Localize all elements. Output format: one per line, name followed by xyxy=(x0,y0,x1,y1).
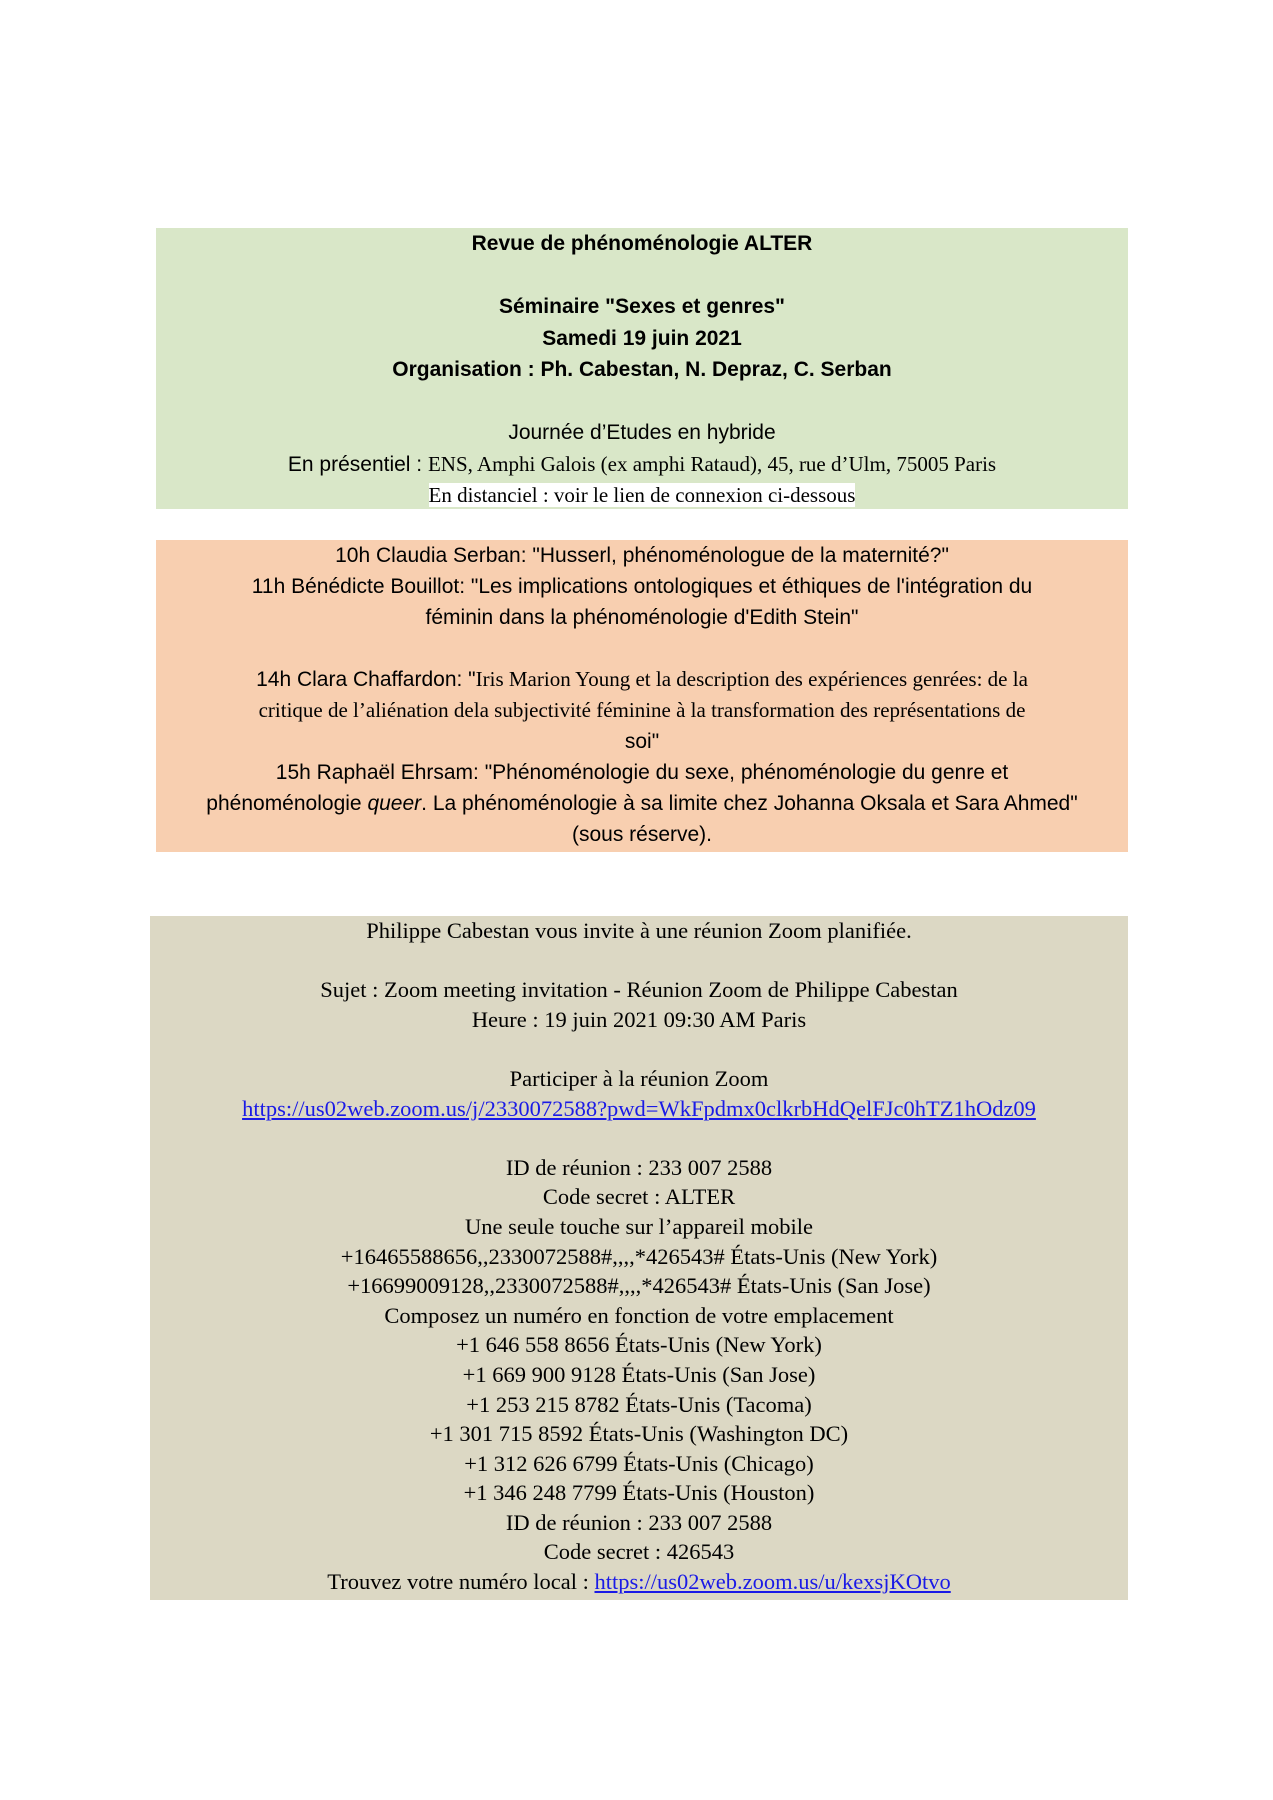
passcode: Code secret : ALTER xyxy=(542,1184,736,1210)
study-day-format: Journée d’Etudes en hybride xyxy=(508,421,776,444)
one-tap-new-york: +16465588656,,2330072588#,,,,*426543# États-Unis (New York) xyxy=(340,1243,938,1269)
in-person-label: En présentiel : xyxy=(287,452,428,476)
seminar-title: Séminaire "Sexes et genres" xyxy=(498,295,786,318)
dial-new-york: +1 646 558 8656 États-Unis (New York) xyxy=(456,1332,822,1358)
talk-1: 10h Claudia Serban: "Husserl, phénoménologue de la maternité?" xyxy=(335,544,949,567)
talk-4-text-b: . La phénoménologie à sa limite chez Johanna Oksala et Sara Ahmed" xyxy=(421,792,1078,815)
zoom-time: Heure : 19 juin 2021 09:30 AM Paris xyxy=(471,1006,807,1032)
talk-4-line-3: (sous réserve). xyxy=(571,823,713,846)
meeting-id-repeat: ID de réunion : 233 007 2588 xyxy=(505,1509,773,1535)
in-person-location xyxy=(156,449,1128,481)
dial-tacoma: +1 253 215 8782 États-Unis (Tacoma) xyxy=(466,1391,812,1417)
talk-3-line-2: critique de l’aliénation dela subjectivité féminine à la transformation des représentations de xyxy=(258,698,1026,722)
dial-washington: +1 301 715 8592 États-Unis (Washington DC) xyxy=(429,1421,849,1447)
passcode-numeric: Code secret : 426543 xyxy=(543,1539,735,1565)
talk-2-line-1: 11h Bénédicte Bouillot: "Les implications ontologiques et éthiques de l'intégration du xyxy=(251,575,1033,598)
one-tap-san-jose: +16699009128,,2330072588#,,,,*426543# États-Unis (San Jose) xyxy=(347,1273,931,1299)
program-box xyxy=(156,540,1128,852)
meeting-id: ID de réunion : 233 007 2588 xyxy=(505,1154,773,1180)
dial-houston: +1 346 248 7799 États-Unis (Houston) xyxy=(463,1480,815,1506)
seminar-date: Samedi 19 juin 2021 xyxy=(542,326,742,350)
one-tap-label: Une seule touche sur l’appareil mobile xyxy=(464,1213,813,1239)
local-number-link[interactable]: https://us02web.zoom.us/u/kexsjKOtvo xyxy=(594,1569,951,1595)
zoom-subject: Sujet : Zoom meeting invitation - Réunion Zoom de Philippe Cabestan xyxy=(320,977,958,1003)
zoom-join-label: Participer à la réunion Zoom xyxy=(509,1065,769,1091)
zoom-invitation-box xyxy=(150,916,1128,1600)
talk-3-line-3: soi" xyxy=(624,730,660,753)
remote-attendance xyxy=(156,480,1128,512)
talk-2-line-2: féminin dans la phénoménologie d'Edith Stein" xyxy=(425,606,859,629)
local-number-label: Trouvez votre numéro local : xyxy=(327,1569,595,1595)
remote-attendance-text: En distanciel : voir le lien de connexion ci-dessous xyxy=(428,483,856,507)
talk-3-line-1 xyxy=(156,664,1128,695)
talk-4-italic: queer xyxy=(367,792,422,815)
in-person-address: ENS, Amphi Galois (ex amphi Rataud), 45, rue d’Ulm, 75005 Paris xyxy=(427,451,997,476)
zoom-invite: Philippe Cabestan vous invite à une réunion Zoom planifiée. xyxy=(366,918,912,943)
talk-3-speaker: 14h Clara Chaffardon: " xyxy=(256,668,476,691)
organisers: Organisation : Ph. Cabestan, N. Depraz, C. Serban xyxy=(392,358,892,381)
zoom-join-row xyxy=(150,1094,1128,1124)
journal-title: Revue de phénoménologie ALTER xyxy=(471,232,813,255)
dial-chicago: +1 312 626 6799 États-Unis (Chicago) xyxy=(464,1450,814,1476)
seminar-header-box xyxy=(156,228,1128,509)
talk-4-line-2 xyxy=(156,788,1128,819)
talk-4-text-a: phénoménologie xyxy=(206,792,368,815)
dial-by-location-label: Composez un numéro en fonction de votre emplacement xyxy=(384,1302,894,1328)
talk-3-title-start: Iris Marion Young et la description des expériences genrées: de la xyxy=(475,667,1028,691)
local-number-row xyxy=(150,1567,1128,1597)
dial-san-jose: +1 669 900 9128 États-Unis (San Jose) xyxy=(462,1361,816,1387)
talk-4-line-1: 15h Raphaël Ehrsam: "Phénoménologie du sexe, phénoménologie du genre et xyxy=(275,761,1009,784)
zoom-join-link[interactable]: https://us02web.zoom.us/j/2330072588?pwd=WkFpdmx0clkrbHdQelFJc0hTZ1hOdz09 xyxy=(242,1095,1036,1121)
